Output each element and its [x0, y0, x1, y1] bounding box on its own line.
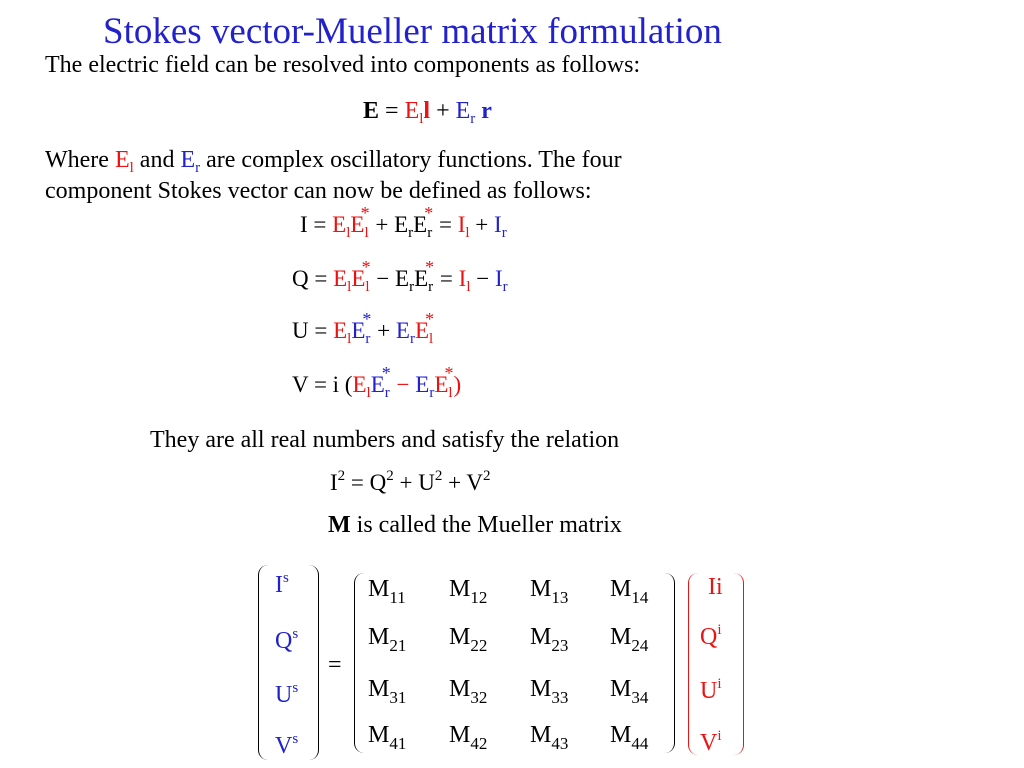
output-stokes-v: $V^s$: [275, 731, 299, 759]
matrix-cell-m21: $M_{21}$: [368, 624, 407, 655]
slide-title: Stokes vector-Mueller matrix formulation: [103, 11, 722, 52]
where-paragraph: [45, 145, 622, 207]
efield-El: $E_ll$: [404, 98, 431, 127]
intro-text: The electric field can be resolved into components as follows:: [45, 52, 641, 78]
output-stokes-u: $U^s$: [275, 680, 299, 708]
matrix-cell-m44: $M_{44}$: [610, 722, 649, 753]
matrix-cell-m43: $M_{43}$: [530, 722, 569, 753]
matrix-close-paren: [664, 573, 675, 753]
matrix-cell-m11: $M_{11}$: [368, 576, 406, 607]
matrix-equals: =: [328, 652, 342, 678]
where-line-1: Where $E_l$ and $E_r$ are complex oscillatory functions. The four: [45, 147, 622, 176]
matrix-cell-m33: $M_{33}$: [530, 676, 569, 707]
matrix-cell-m14: $M_{14}$: [610, 576, 649, 607]
matrix-cell-m23: $M_{23}$: [530, 624, 569, 655]
output-stokes-i: $I^s$: [275, 570, 289, 598]
matrix-cell-m24: $M_{24}$: [610, 624, 649, 655]
matrix-cell-m13: $M_{13}$: [530, 576, 569, 607]
output-stokes-q: $Q^s$: [275, 626, 299, 654]
matrix-open-paren: [354, 573, 365, 753]
stokes-eq-I: $I = E_lE_l^* + E_rE_r^* = I_l + I_r$: [300, 203, 507, 241]
right-vector-close-paren: [733, 573, 744, 755]
input-stokes-u: $U^i$: [700, 676, 722, 704]
matrix-cell-m41: $M_{41}$: [368, 722, 407, 753]
efield-Er: $E_r$ r: [455, 98, 492, 127]
matrix-cell-m42: $M_{42}$: [449, 722, 488, 753]
mueller-caption: M is called the Mueller matrix: [328, 512, 622, 538]
right-vector-open-paren: [688, 573, 699, 755]
stokes-eq-V: V = i $(E_lE_r^* - E_rE_l^*)$: [292, 363, 462, 401]
matrix-cell-m22: $M_{22}$: [449, 624, 488, 655]
efield-eq: =: [385, 98, 399, 124]
matrix-cell-m31: $M_{31}$: [368, 676, 407, 707]
relation-equation: $I^2 = Q^2 + U^2 + V^2$: [330, 468, 491, 495]
matrix-cell-m12: $M_{12}$: [449, 576, 488, 607]
relation-text: They are all real numbers and satisfy the relation: [150, 427, 620, 453]
efield-E: E: [363, 98, 380, 124]
input-stokes-v: $V^i$: [700, 728, 722, 756]
where-line-2: component Stokes vector can now be defined as follows:: [45, 178, 592, 204]
left-vector-close-paren: [308, 565, 319, 760]
efield-plus: +: [436, 98, 450, 124]
stokes-eq-U: $U = E_lE_r^* + E_rE_l^*$: [292, 309, 435, 347]
matrix-cell-m34: $M_{34}$: [610, 676, 649, 707]
stokes-eq-Q: $Q = E_lE_l^* - E_rE_r^* = I_l - I_r$: [292, 257, 508, 295]
left-vector-open-paren: [258, 565, 269, 760]
input-stokes-q: $Q^i$: [700, 622, 722, 650]
efield-equation: [363, 98, 492, 125]
input-stokes-i: Ii: [708, 574, 723, 600]
matrix-cell-m32: $M_{32}$: [449, 676, 488, 707]
